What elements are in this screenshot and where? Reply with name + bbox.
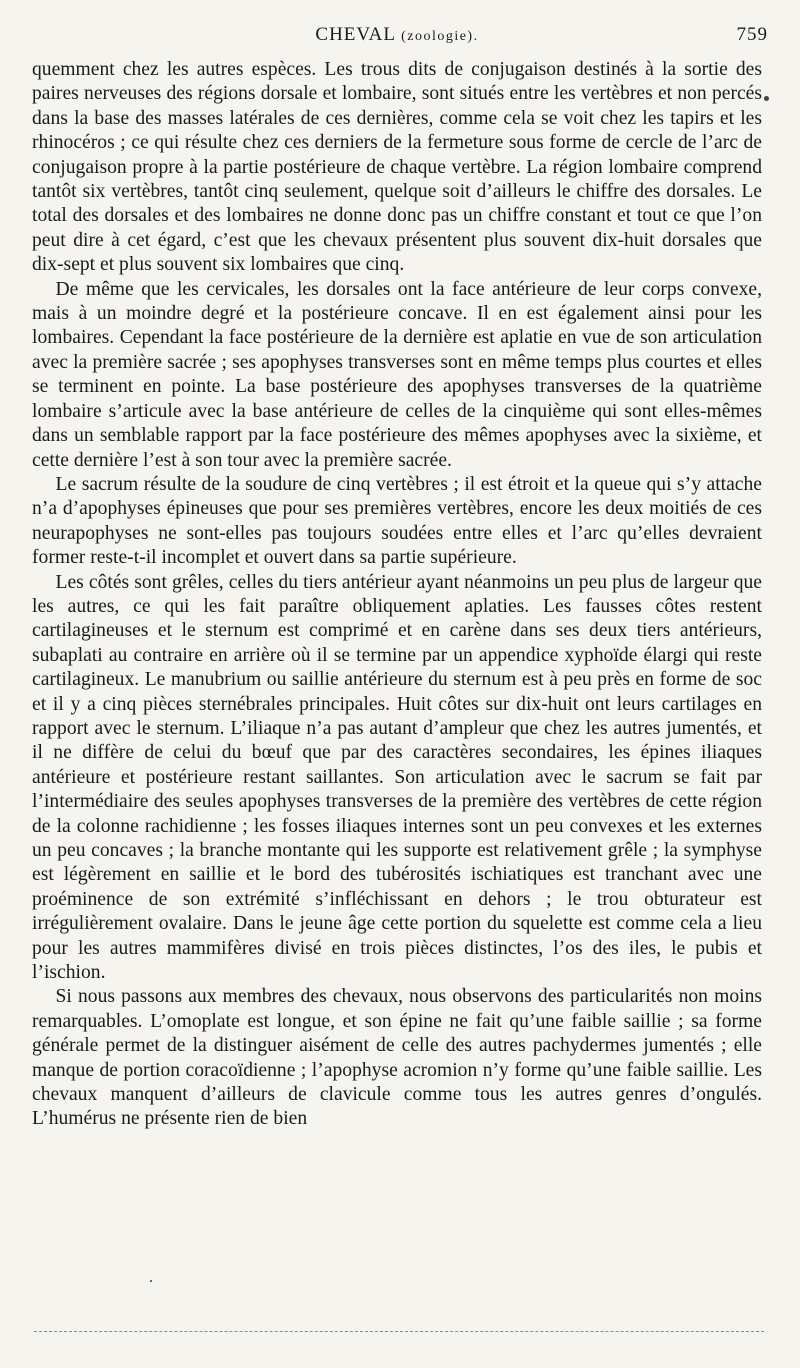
print-speck xyxy=(150,1280,152,1282)
body-text xyxy=(32,58,762,1132)
paragraph: quemment chez les autres espèces. Les trous dits de conjugaison destinés à la sortie des paires nerveuses des régions dorsale et lombaire, sont situés entre les vertèbres et non percés dans la base des masses latérales de ces dernières, comme cela se voit chez les tapirs et les rhinocéros ; ce qui résulte chez ces derniers de la fermeture sous forme de cercle de l’arc de conjugaison propre à la partie postérieure de chaque vertèbre. La région lombaire comprend tantôt six vertèbres, tantôt cinq seulement, quelque soit d’ailleurs le chiffre des dorsales. Le total des dorsales et des lombaires ne donne donc pas un chiffre constant et tout ce que l’on peut dire à cet égard, c’est que les chevaux présentent plus souvent dix-huit dorsales que dix-sept et plus souvent six lombaires que cinq. xyxy=(32,59,762,276)
page-number: 759 xyxy=(736,24,768,45)
paragraph: De même que les cervicales, les dorsales ont la face antérieure de leur corps convexe, mais à un moindre degré et la postérieure concave. Il en est également ainsi pour les lombaires. Cependant la face postérieure de la dernière est aplatie en vue de son articulation avec la première sacrée ; ses apophyses transverses sont en même temps plus courtes et elles se terminent en pointe. La base postérieure des apophyses transverses de la quatrième lombaire s’articule avec la base antérieure de celles de la cinquième qui sont elles-mêmes dans un semblable rapport par la face postérieure des mêmes apophyses avec la sixième, et cette dernière l’est à son tour avec la première sacrée. xyxy=(32,278,762,471)
running-header xyxy=(32,24,768,58)
footer-rule xyxy=(34,1331,764,1332)
header-title: CHEVAL xyxy=(315,24,396,45)
print-speck xyxy=(764,96,769,101)
paragraph: Si nous passons aux membres des chevaux, nous observons des particularités non moins remarquables. L’omoplate est longue, et son épine ne fait qu’une faible saillie ; sa forme générale permet de la distinguer aisément de celle des autres pachydermes jumentés ; elle manque de portion coracoïdienne ; l’apophyse acromion n’y forme qu’une faible saillie. Les chevaux manquent d’ailleurs de clavicule comme tous les autres genres d’ongulés. L’humérus ne présente rien de bien xyxy=(32,986,762,1130)
paragraph: Le sacrum résulte de la soudure de cinq vertèbres ; il est étroit et la queue qui s’y attache n’a d’apophyses épineuses que pour ses premières vertèbres, encore les deux moitiés de ces neurapophyses ne sont-elles pas toujours soudées entre elles et l’arc qu’elles devraient former reste-t-il incomplet et ouvert dans sa partie supérieure. xyxy=(32,473,762,569)
running-title xyxy=(32,24,762,46)
paragraph: Les côtés sont grêles, celles du tiers antérieur ayant néanmoins un peu plus de largeur que les autres, ce qui les fait paraître obliquement aplaties. Les fausses côtes restent cartilagineuses et le sternum est comprimé et en carène dans ses deux tiers antérieurs, subaplati au contraire en arrière où il se termine par un appendice xyphoïde élargi qui reste cartilagineux. Le manubrium ou saillie antérieure du sternum est à peu près en forme de soc et il y a cinq pièces sternébrales principales. Huit côtes sur dix-huit ont leurs cartilages en rapport avec le sternum. L’iliaque n’a pas autant d’ampleur que chez les autres jumentés, et il ne diffère de celui du bœuf que par des caractères secondaires, les épines iliaques antérieure et postérieure restant saillantes. Son articulation avec le sacrum se fait par l’intermédiaire des seules apophyses transverses de la première des vertèbres de cette région de la colonne rachidienne ; les fosses iliaques internes sont un peu convexes et les externes un peu concaves ; la branche montante qui les supporte est relativement grêle ; la symphyse est légèrement en saillie et le bord des tubérosités ischiatiques est tranchant avec une proéminence de son extrémité s’infléchissant en dehors ; le trou obturateur est irrégulièrement ovalaire. Dans le jeune âge cette portion du squelette est comme cela a lieu pour les autres mammifères divisé en trois pièces distinctes, l’os des iles, le pubis et l’ischion. xyxy=(32,571,762,984)
header-subtitle: (zoologie). xyxy=(401,29,479,44)
document-page xyxy=(32,24,768,1132)
